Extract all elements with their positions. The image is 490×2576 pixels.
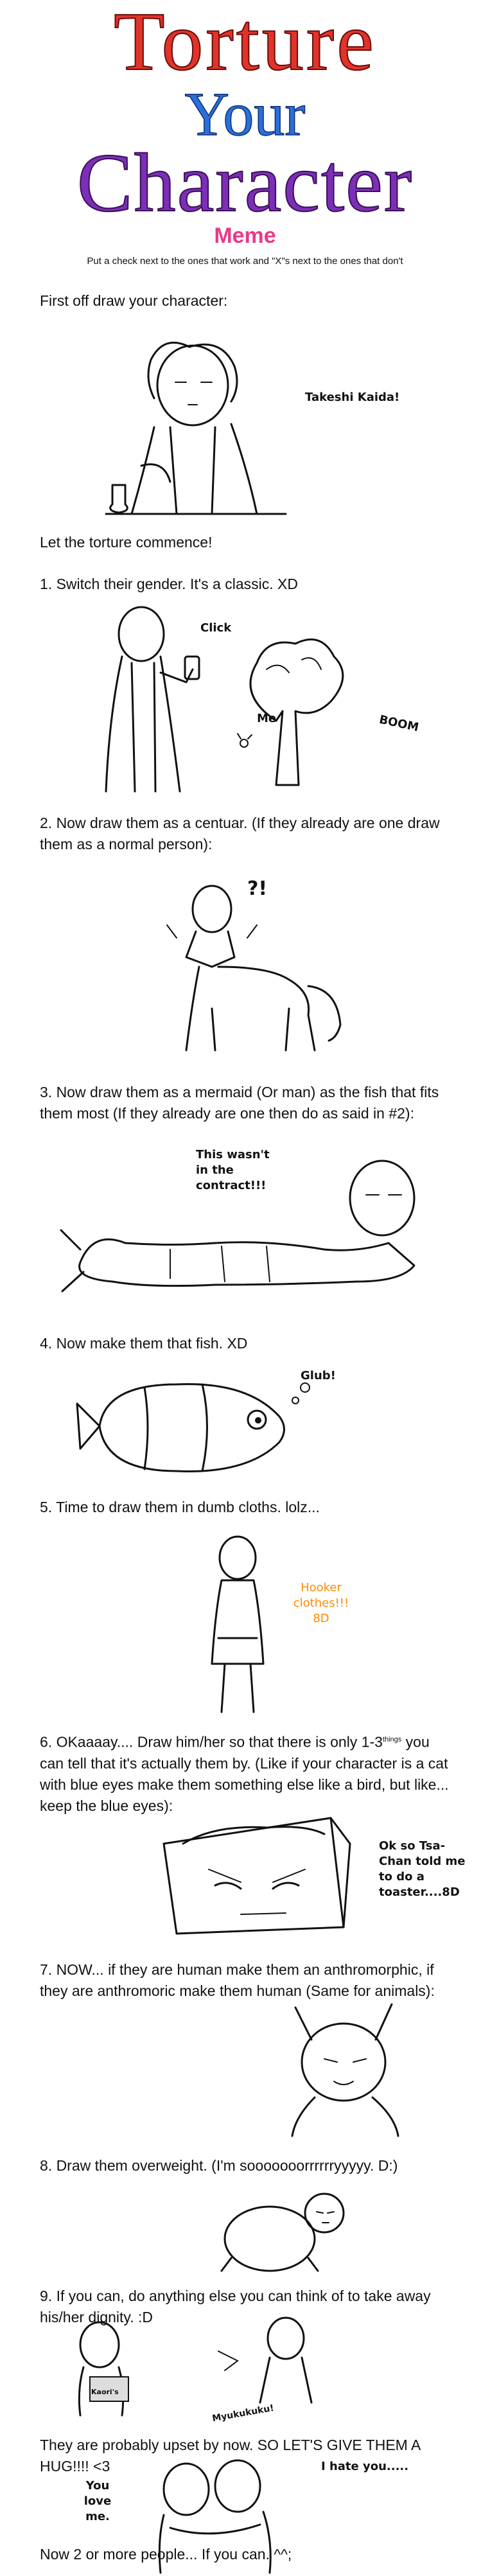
step4-drawing xyxy=(67,1365,324,1487)
step9-text: 9. If you can, do anything else you can think of to take away his/her dignity. :D xyxy=(40,2288,431,2325)
subtitle: Put a check next to the ones that work and "X"s next to the ones that don't xyxy=(87,256,403,267)
step2-sound: ?! xyxy=(247,878,268,900)
step1-text: 1. Switch their gender. It's a classic. XD xyxy=(40,576,298,592)
step1-click: Click xyxy=(200,621,232,635)
step6-text xyxy=(40,1729,451,1817)
step5-note-line2: 8D xyxy=(313,1612,329,1625)
step5-text: 5. Time to draw them in dumb cloths. lolz... xyxy=(40,1499,320,1515)
step6-text-after: you can tell that it's actually them by. (Like if your character is a cat with blue eyes make them something else like a bird, but like... keep the blue eyes): xyxy=(40,1733,449,1814)
character-name: Takeshi Kaida! xyxy=(305,391,400,404)
step6-text-before: 6. OKaaaay.... Draw him/her so that there is only 1-3 xyxy=(40,1733,383,1751)
step4-text: 4. Now make them that fish. XD xyxy=(40,1335,248,1352)
hug-right-speech: I hate you..... xyxy=(321,2460,409,2473)
step5-note xyxy=(283,1580,360,1627)
step5-drawing xyxy=(186,1529,289,1715)
title-meme: Meme xyxy=(214,224,276,248)
step5-note-line1: Hooker clothes!!! xyxy=(293,1581,349,1610)
step7-text: 7. NOW... if they are human make them an anthromorphic, if they are anthromoric make them human (Same for animals): xyxy=(40,1961,435,1999)
hug-left-speech: You love me. xyxy=(83,2479,112,2523)
step7-drawing xyxy=(270,2001,417,2139)
step8-text: 8. Draw them overweight. (I'm sooooooorrrrrryyyyy. D:) xyxy=(40,2157,398,2174)
step6-small-word: things xyxy=(382,1736,402,1743)
commence-text: Let the torture commence! xyxy=(40,534,213,551)
title-torture: Torture xyxy=(114,0,376,88)
step4-speech: Glub! xyxy=(301,1369,336,1382)
step9-sign: Kaori's xyxy=(91,2388,119,2396)
step1-me: Me xyxy=(257,712,277,725)
final-text: Now 2 or more people... If you can. ^^; xyxy=(40,2546,292,2563)
step1-drawing xyxy=(83,599,385,798)
step3-text: 3. Now draw them as a mermaid (Or man) as the fish that fits them most (If they already are one then do as said in #2): xyxy=(40,1084,439,1122)
step3-speech: This wasn't in the contract!!! xyxy=(196,1148,270,1192)
step9-drawing xyxy=(64,2313,340,2419)
step6-drawing xyxy=(138,1805,369,1946)
step6-speech: Ok so Tsa-Chan told me to do a toaster....8D xyxy=(379,1839,466,1899)
hug-text: They are probably upset by now. SO LET'S GIVE THEM A HUG!!!! <3 xyxy=(40,2437,421,2475)
step9-laugh: Myukukuku! xyxy=(211,2403,275,2424)
intro-prompt: First off draw your character: xyxy=(40,292,228,309)
step2-drawing xyxy=(161,877,372,1063)
step2-text: 2. Now draw them as a centuar. (If they already are one draw them as a normal person): xyxy=(40,815,440,852)
step1-boom: BOOM xyxy=(378,712,420,735)
intro-character-drawing xyxy=(93,321,299,527)
title-your: Your xyxy=(184,80,306,148)
step8-drawing xyxy=(212,2187,379,2277)
title-character: Character xyxy=(76,137,414,229)
